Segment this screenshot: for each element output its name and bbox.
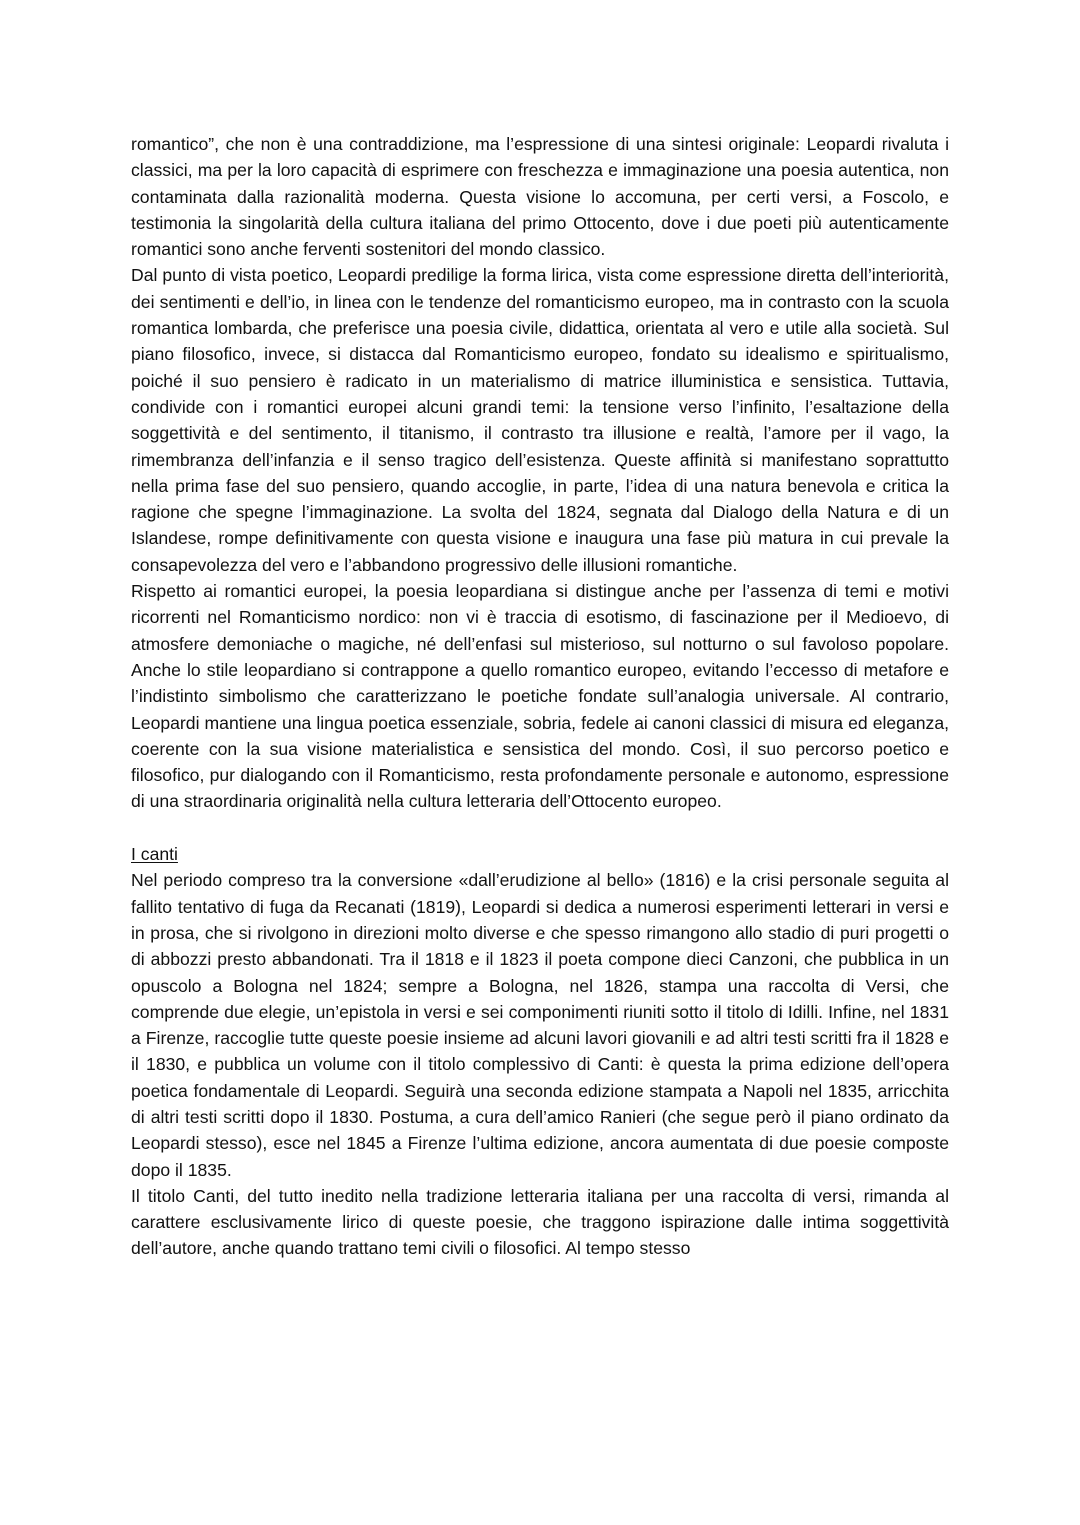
paragraph-canti-history: Nel periodo compreso tra la conversione «dall’erudizione al bello» (1816) e la crisi personale seguita al fallito tentativo di fuga da Recanati (1819), Leopardi si dedica a numerosi esperimenti letterari in versi e in prosa, che si rivolgono in direzioni molto diverse e che spesso rimangono allo stadio di puri progetti o di abbozzi presto abbandonati. Tra il 1818 e il 1823 il poeta compone dieci Canzoni, che pubblica in un opuscolo a Bologna nel 1824; sempre a Bologna, nel 1826, stampa una raccolta di Versi, che comprende due elegie, un’epistola in versi e sei componimenti riuniti sotto il titolo di Idilli. Infine, nel 1831 a Firenze, raccoglie tutte queste poesie insieme ad alcuni lavori giovanili e ad altri testi scritti fra il 1828 e il 1830, e pubblica un volume con il titolo complessivo di Canti: è questa la prima edizione dell’opera poetica fondamentale di Leopardi. Seguirà una seconda edizione stampata a Napoli nel 1835, arricchita di altri testi scritti dopo il 1830. Postuma, a cura dell’amico Ranieri (che segue però il piano ordinato da Leopardi stesso), esce nel 1845 a Firenze l’ultima edizione, ancora aumentata di due poesie composte dopo il 1835.: [131, 870, 949, 1180]
paragraph-romantic-classicism: romantico”, che non è una contraddizione, ma l’espressione di una sintesi originale: Leopardi rivaluta i classici, ma per la loro capacità di esprimere con freschezza e immaginazione una poesia autentica, non contaminata dalla razionalità moderna. Questa visione lo accomuna, per certi versi, a Foscolo, e testimonia la singolarità della cultura italiana del primo Ottocento, dove i due poeti più autenticamente romantici sono anche ferventi sostenitori del mondo classico.: [131, 134, 949, 260]
paragraph-lyric-form: Dal punto di vista poetico, Leopardi predilige la forma lirica, vista come espressione diretta dell’interiorità, dei sentimenti e dell’io, in linea con le tendenze del romanticismo europeo, ma in contrasto con la scuola romantica lombarda, che preferisce una poesia civile, didattica, orientata al vero e utile alla società. Sul piano filosofico, invece, si distacca dal Romanticismo europeo, fondato su idealismo e spiritualismo, poiché il suo pensiero è radicato in un materialismo di matrice illuministica e sensistica. Tuttavia, condivide con i romantici europei alcuni grandi temi: la tensione verso l’infinito, l’esaltazione della soggettività e del sentimento, il titanismo, il contrasto tra illusione e realtà, l’amore per il vago, la rimembranza dell’infanzia e il senso tragico dell’esistenza. Queste affinità si manifestano soprattutto nella prima fase del suo pensiero, quando accoglie, in parte, l’idea di una natura benevola e critica la ragione che spegne l’immaginazione. La svolta del 1824, segnata dal Dialogo della Natura e di un Islandese, rompe definitivamente con questa visione e inaugura una fase più matura in cui prevale la consapevolezza del vero e l’abbandono progressivo delle illusioni romantiche.: [131, 265, 949, 575]
document-page: [131, 131, 949, 1262]
section-heading: I canti: [131, 844, 178, 865]
paragraph-european-romantics: Rispetto ai romantici europei, la poesia leopardiana si distingue anche per l’assenza di temi e motivi ricorrenti nel Romanticismo nordico: non vi è traccia di esotismo, di fascinazione per il Medioevo, di atmosfere demoniache o magiche, né dell’enfasi sul misterioso, sul notturno o sul favoloso popolare. Anche lo stile leopardiano si contrappone a quello romantico europeo, evitando l’eccesso di metafore e l’indistinto simbolismo che caratterizzano le poetiche fondate sull’analogia universale. Al contrario, Leopardi mantiene una lingua poetica essenziale, sobria, fedele ai canoni classici di misura ed eleganza, coerente con la sua visione materialistica e sensistica del mondo. Così, il suo percorso poetico e filosofico, pur dialogando con il Romanticismo, resta profondamente personale e autonomo, espressione di una straordinaria originalità nella cultura letteraria dell’Ottocento europeo.: [131, 581, 949, 812]
paragraph-spacer: [131, 815, 949, 841]
paragraph-canti-title: Il titolo Canti, del tutto inedito nella tradizione letteraria italiana per una raccolta di versi, rimanda al carattere esclusivamente lirico di queste poesie, che traggono ispirazione dalle intima soggettività dell’autore, anche quando trattano temi civili o filosofici. Al tempo stesso: [131, 1185, 949, 1259]
